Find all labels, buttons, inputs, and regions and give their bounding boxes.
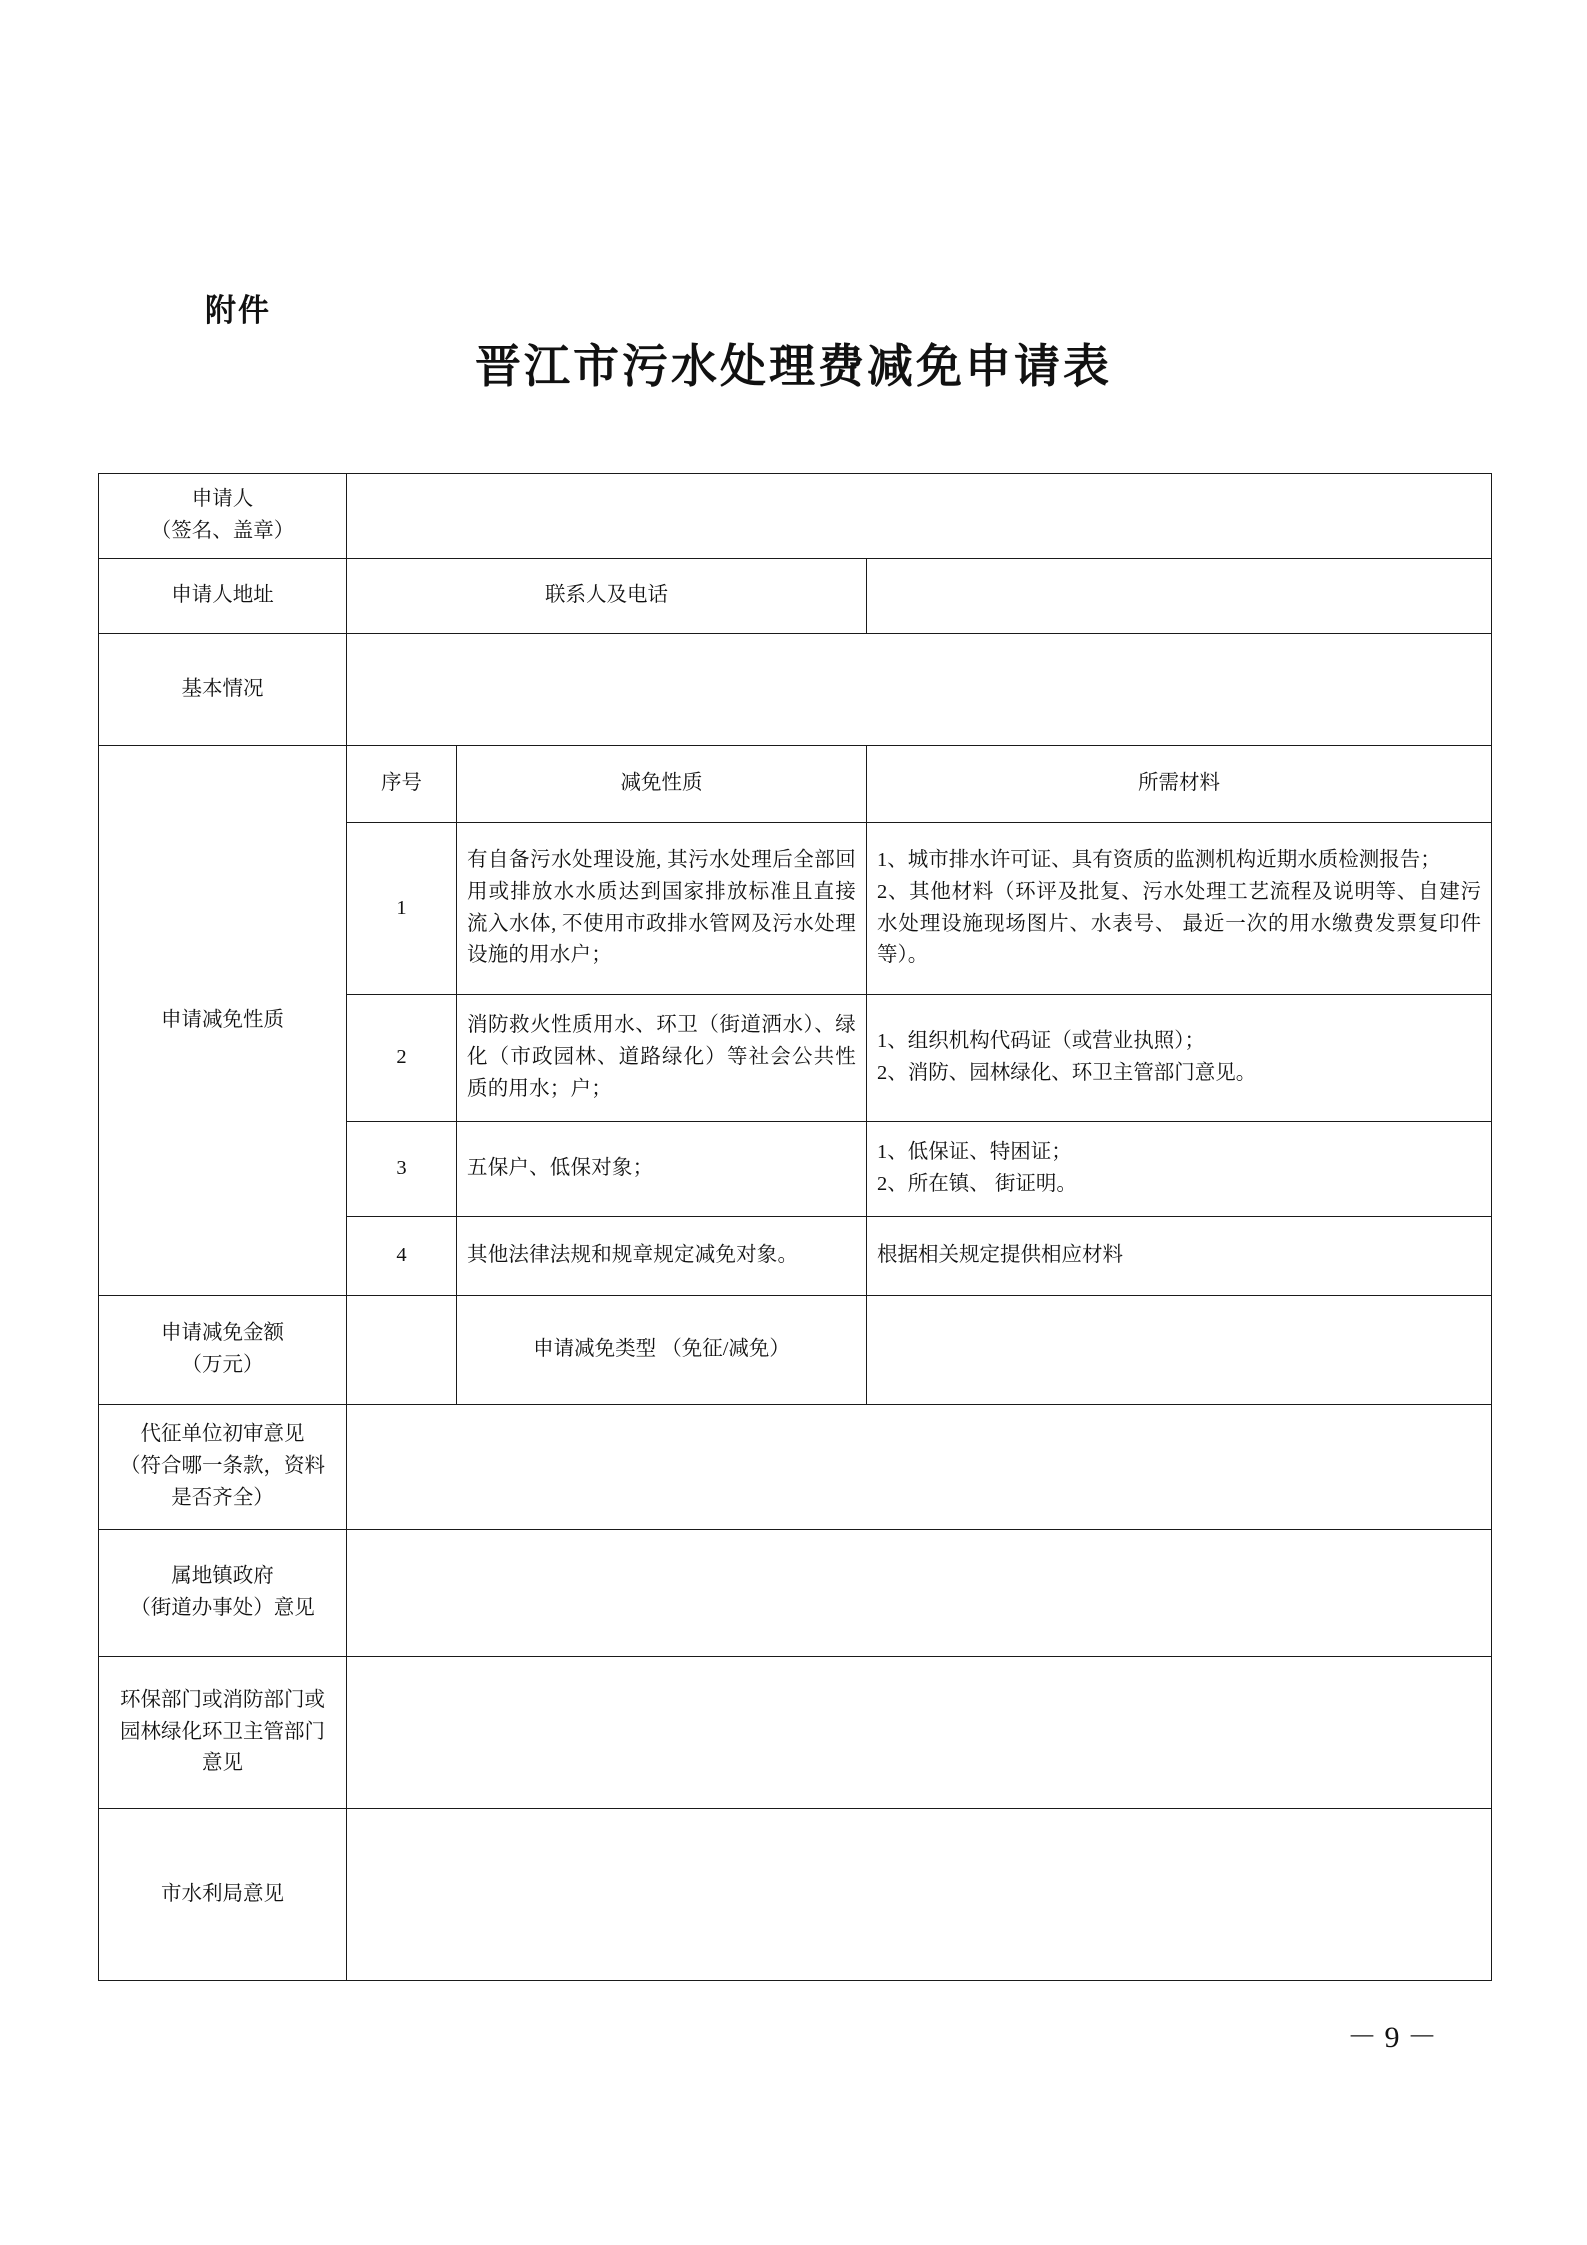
row-materials-2: [867, 995, 1492, 1122]
collector-opinion-label: [99, 1405, 347, 1530]
row-no-4: 4: [347, 1217, 457, 1296]
table-row-town-opinion: [99, 1530, 1492, 1657]
row-nature-2: 消防救火性质用水、环卫（街道洒水）、绿化（市政园林、道路绿化）等社会公共性质的用水；户；: [457, 995, 867, 1122]
column-header-nature: 减免性质: [457, 746, 867, 823]
address-label: 申请人地址: [99, 559, 347, 634]
contact-label: 联系人及电话: [347, 559, 867, 634]
row-materials-1: [867, 823, 1492, 995]
row-no-2: 2: [347, 995, 457, 1122]
collector-opinion-value-field[interactable]: [347, 1405, 1492, 1530]
table-row-amount: [99, 1296, 1492, 1405]
basic-info-value-field[interactable]: [347, 634, 1492, 746]
table-row-collector-opinion: [99, 1405, 1492, 1530]
collector-opinion-label-line1: 代征单位初审意见: [140, 1423, 305, 1446]
table-row-water-bureau-opinion: [99, 1809, 1492, 1981]
row-no-3: 3: [347, 1122, 457, 1217]
type-label-line1: 申请减免类型: [533, 1338, 657, 1361]
row-materials-2-line2: 2、消防、园林绿化、环卫主管部门意见。: [877, 1062, 1257, 1084]
applicant-label-line1: 申请人: [191, 488, 254, 511]
row-materials-4: [867, 1217, 1492, 1296]
row-materials-1-line1: 1、城市排水许可证、具有资质的监测机构近期水质检测报告；: [877, 848, 1441, 871]
amount-label-line2: （万元）: [181, 1354, 264, 1376]
town-opinion-label-line1: 属地镇政府: [171, 1565, 274, 1588]
collector-opinion-label-line2: （符合哪一条款，资料: [120, 1455, 325, 1478]
table-row-nature-header: [99, 746, 1492, 823]
contact-value-field[interactable]: [867, 559, 1492, 634]
dept-opinion-label-line1: 环保部门或消防部门或: [120, 1688, 325, 1711]
attachment-label: 附件: [205, 293, 271, 328]
row-nature-4: 其他法律法规和规章规定减免对象。: [457, 1217, 867, 1296]
table-row-basic-info: [99, 634, 1492, 746]
dept-opinion-value-field[interactable]: [347, 1657, 1492, 1809]
row-materials-3-line2: 2、所在镇、 街证明。: [877, 1173, 1077, 1195]
dept-opinion-label: [99, 1657, 347, 1809]
type-label-line2: （免征/减免）: [661, 1338, 790, 1361]
application-form-table: [98, 473, 1492, 1981]
table-row-applicant: [99, 474, 1492, 559]
amount-label: [99, 1296, 347, 1405]
table-row-dept-opinion: [99, 1657, 1492, 1809]
applicant-label: [99, 474, 347, 559]
applicant-label-line2: （签名、盖章）: [150, 520, 295, 542]
row-no-1: 1: [347, 823, 457, 995]
row-materials-2-line1: 1、组织机构代码证（或营业执照）；: [877, 1030, 1205, 1053]
water-bureau-label: 市水利局意见: [99, 1809, 347, 1981]
table-row-address: [99, 559, 1492, 634]
collector-opinion-label-line3: 是否齐全）: [171, 1486, 274, 1509]
row-materials-1-line2: 2、其他材料（环评及批复、污水处理工艺流程及说明等、自建污水处理设施现场图片、水表号、 最近一次的用水缴费发票复印件等）。: [877, 880, 1481, 967]
town-opinion-value-field[interactable]: [347, 1530, 1492, 1657]
basic-info-label: 基本情况: [99, 634, 347, 746]
page-number: － 9 －: [1347, 2021, 1437, 2054]
water-bureau-value-field[interactable]: [347, 1809, 1492, 1981]
row-materials-3: [867, 1122, 1492, 1217]
dept-opinion-label-line2: 园林绿化环卫主管部门: [120, 1720, 325, 1743]
type-label: [457, 1296, 867, 1405]
dept-opinion-label-line3: 意见: [202, 1752, 243, 1775]
amount-label-line1: 申请减免金额: [161, 1322, 284, 1345]
column-header-no: 序号: [347, 746, 457, 823]
column-header-materials: 所需材料: [867, 746, 1492, 823]
amount-value-field[interactable]: [347, 1296, 457, 1405]
row-nature-1: 有自备污水处理设施, 其污水处理后全部回用或排放水水质达到国家排放标准且直接流入水体, 不使用市政排水管网及污水处理设施的用水户；: [457, 823, 867, 995]
applicant-value-field[interactable]: [347, 474, 1492, 559]
row-nature-3: 五保户、低保对象；: [457, 1122, 867, 1217]
town-opinion-label-line2: （街道办事处）意见: [130, 1597, 315, 1619]
type-value-field[interactable]: [867, 1296, 1492, 1405]
row-materials-3-line1: 1、低保证、特困证；: [877, 1141, 1072, 1164]
row-materials-4-line1: 根据相关规定提供相应材料: [877, 1244, 1123, 1267]
page-title: 晋江市污水处理费减免申请表: [475, 339, 1112, 393]
town-opinion-label: [99, 1530, 347, 1657]
nature-section-label: 申请减免性质: [99, 746, 347, 1296]
